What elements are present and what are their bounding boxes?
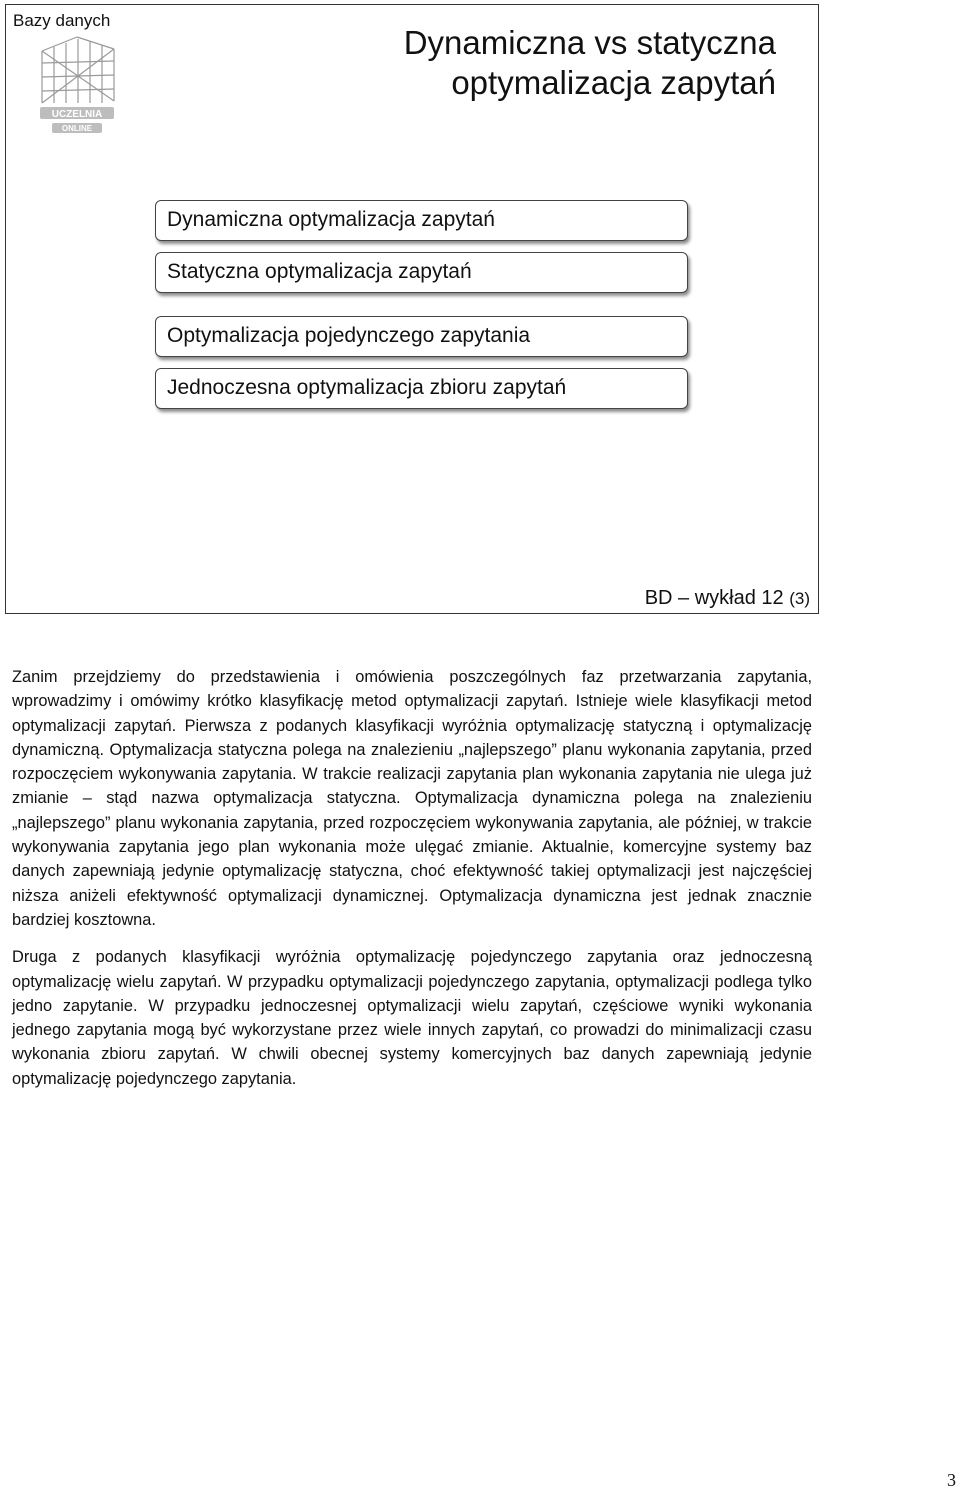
notes-paragraph-2: Druga z podanych klasyfikacji wyróżnia optymalizację pojedynczego zapytania oraz jednoczesną optymalizację wielu zapytań. W przypadku optymalizacji pojedynczego zapytania, optymalizacji podlega tylko jedno zapytanie. W przypadku jednoczesnej optymalizacji wielu zapytań, częściowe wyniki wykonania jednego zapytania mogą być wykorzystane przez wiele innych zapytań, co prowadzi do minimalizacji czasu wykonania zbioru zapytań. W chwili obecnej systemy komercyjnych baz danych zapewniają jedynie optymalizację pojedynczego zapytania. xyxy=(12,948,812,1088)
topic-single-query-optimization: Optymalizacja pojedynczego zapytania xyxy=(155,316,688,357)
topic-static-optimization: Statyczna optymalizacja zapytań xyxy=(155,252,688,293)
logo-text-line1: UCZELNIA xyxy=(51,109,103,120)
slide-title: Dynamiczna vs statyczna optymalizacja zapytań xyxy=(403,24,776,101)
topic-dynamic-optimization: Dynamiczna optymalizacja zapytań xyxy=(155,200,688,241)
slide-footer xyxy=(645,587,810,610)
page-number: 3 xyxy=(947,1470,956,1490)
footer-slide-number: (3) xyxy=(789,589,810,608)
footer-lecture-label: BD – wykład 12 xyxy=(644,587,784,609)
slide-frame xyxy=(5,4,819,614)
notes-paragraph-1: Zanim przejdziemy do przedstawienia i omówienia poszczególnych faz przetwarzania zapytania, wprowadzimy i omówimy krótko klasyfikację metod optymalizacji zapytań. Istnieje wiele klasyfikacji metod optymalizacji zapytań. Pierwsza z podanych klasyfikacji wyróżnia optymalizację statyczną i optymalizację dynamiczną. Optymalizacja statyczna polega na znalezieniu „najlepszego” planu wykonania zapytania, przed rozpoczęciem wykonywania zapytania. W trakcie realizacji zapytania plan wykonania zapytania nie ulega już zmianie – stąd nazwa optymalizacja statyczna. Optymalizacja dynamiczna polega na znalezieniu „najlepszego” planu wykonania zapytania, przed rozpoczęciem wykonywania zapytania, ale później, w trakcie wykonywania zapytania jego plan wykonania może ulęgać zmianie. Aktualnie, komercyjne systemy baz danych zapewniają jedynie optymalizację statyczna, choć efektywność takiej optymalizacji jest najczęściej niższa aniżeli efektywność optymalizacji dynamicznej. Optymalizacja dynamiczna jest jednak znacznie bardziej kosztowna. xyxy=(12,668,812,929)
topic-multi-query-optimization: Jednoczesna optymalizacja zbioru zapytań xyxy=(155,368,688,409)
course-label: Bazy danych xyxy=(13,11,111,30)
lecture-notes xyxy=(12,665,812,1104)
logo-text-line2: ONLINE xyxy=(61,124,93,133)
university-logo-icon xyxy=(32,33,122,143)
